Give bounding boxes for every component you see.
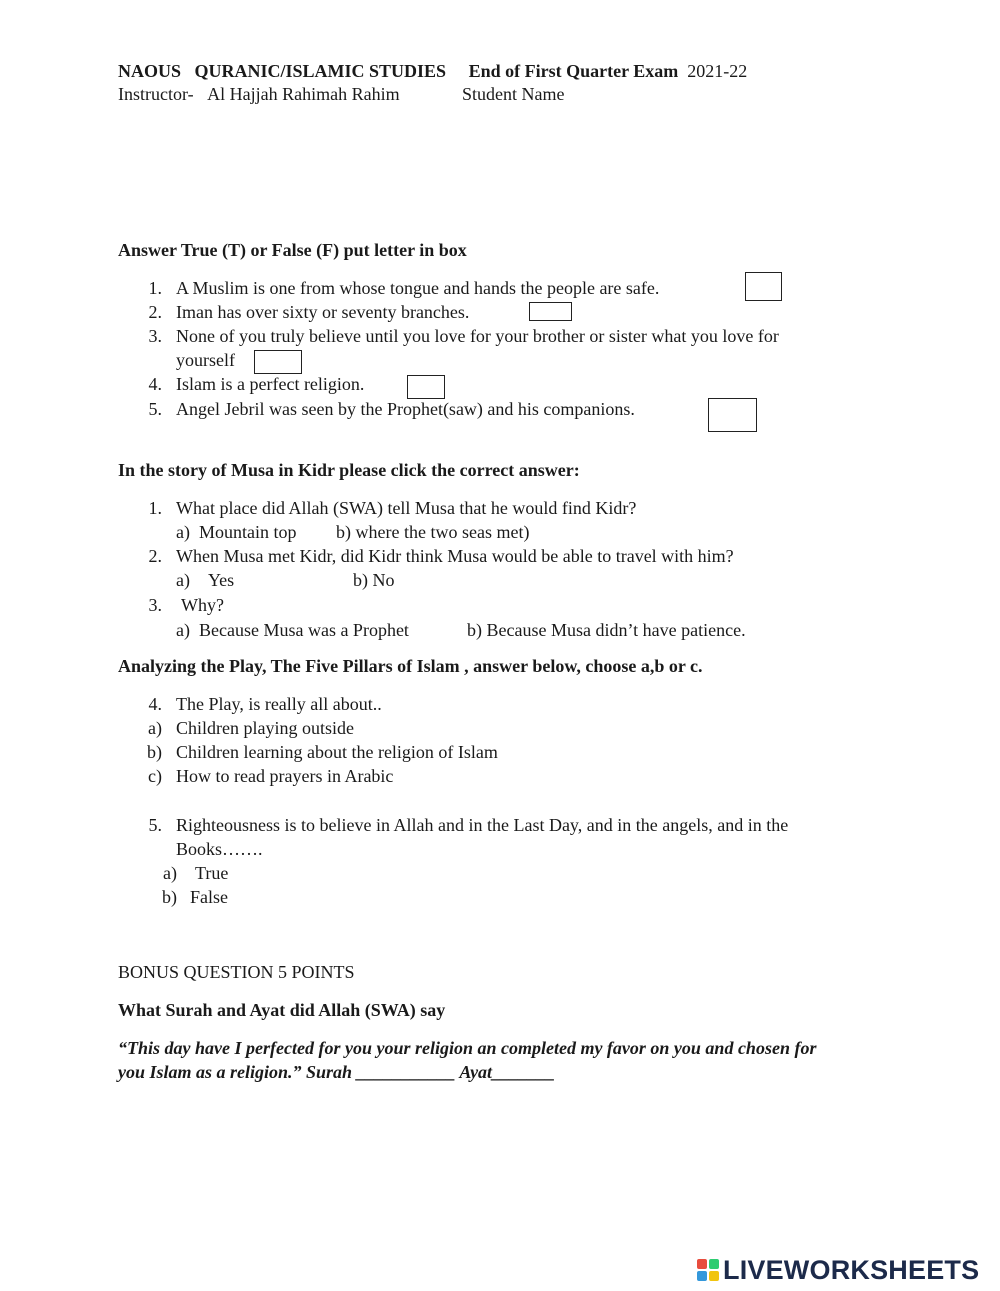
bonus-quote-line1: “This day have I perfected for you your religion an completed my favor on you and chosen for [118, 1038, 817, 1058]
answer-box[interactable] [708, 398, 757, 432]
option-letter: a) [163, 863, 177, 883]
option-text: Mountain top [198, 522, 297, 542]
bonus-question: What Surah and Ayat did Allah (SWA) say [118, 1000, 446, 1020]
option-letter: a) [176, 522, 190, 542]
item-number: 5. [148, 399, 162, 419]
instructor-name: Al Hajjah Rahimah Rahim [207, 84, 400, 104]
question-number: 5. [148, 815, 162, 835]
answer-option[interactable]: True [195, 863, 229, 883]
section2-heading: In the story of Musa in Kidr please click the correct answer: [118, 460, 580, 480]
instructor-label: Instructor- [118, 84, 194, 104]
tf-statement: Iman has over sixty or seventy branches. [176, 302, 470, 322]
option-letter: c) [148, 766, 162, 786]
answer-option[interactable]: Children learning about the religion of Islam [176, 742, 498, 762]
question-number: 3. [148, 595, 162, 615]
tf-statement: None of you truly believe until you love for your brother or sister what you love for [176, 326, 779, 346]
item-number: 2. [148, 302, 162, 322]
question-number: 2. [148, 546, 162, 566]
subject-name: QURANIC/ISLAMIC STUDIES [194, 61, 447, 81]
option-text: Yes [207, 570, 235, 590]
answer-option[interactable] [176, 568, 234, 592]
liveworksheets-icon [697, 1259, 719, 1281]
option-text: Because Musa didn’t have patience. [486, 620, 746, 640]
answer-option[interactable] [467, 618, 746, 642]
option-text: No [372, 570, 395, 590]
school-name: NAOUS [118, 61, 182, 81]
bonus-quote-line2: you Islam as a religion.” Surah ___________ Ayat_______ [118, 1062, 556, 1082]
item-number: 4. [148, 374, 162, 394]
question-number: 4. [148, 694, 162, 714]
tf-statement-continued: yourself [176, 350, 235, 370]
answer-option[interactable]: How to read prayers in Arabic [176, 766, 394, 786]
bonus-title: BONUS QUESTION 5 POINTS [118, 962, 355, 982]
answer-option[interactable] [176, 520, 296, 544]
option-letter: a) [176, 570, 190, 590]
brand-name: LIVEWORKSHEETS [723, 1254, 980, 1285]
section3-heading: Analyzing the Play, The Five Pillars of Islam , answer below, choose a,b or c. [118, 656, 703, 676]
answer-box[interactable] [529, 302, 572, 321]
answer-box[interactable] [407, 375, 445, 399]
question-number: 1. [148, 498, 162, 518]
answer-option[interactable] [336, 520, 529, 544]
option-letter: b) [147, 742, 162, 762]
option-letter: b) [467, 620, 482, 640]
instructor-line [118, 82, 400, 106]
tf-statement: Angel Jebril was seen by the Prophet(saw) and his companions. [176, 399, 635, 419]
tf-statement: Islam is a perfect religion. [176, 374, 365, 394]
section1-heading: Answer True (T) or False (F) put letter in box [118, 240, 467, 260]
item-number: 1. [148, 278, 162, 298]
option-letter: b) [162, 887, 177, 907]
liveworksheets-logo [697, 1255, 979, 1285]
student-name-label: Student Name [462, 84, 565, 104]
question-text: Righteousness is to believe in Allah and in the Last Day, and in the angels, and in the [176, 815, 789, 835]
question-text: Why? [181, 595, 224, 615]
answer-box[interactable] [745, 272, 782, 301]
answer-option[interactable] [176, 618, 409, 642]
option-text: where the two seas met) [355, 522, 530, 542]
answer-option[interactable] [353, 568, 395, 592]
question-text: The Play, is really all about.. [176, 694, 382, 714]
exam-title [118, 59, 747, 83]
exam-name: End of First Quarter Exam [468, 61, 679, 81]
option-letter: a) [148, 718, 162, 738]
exam-year: 2021-22 [687, 61, 748, 81]
option-letter: a) [176, 620, 190, 640]
option-text: Because Musa was a Prophet [198, 620, 409, 640]
answer-box[interactable] [254, 350, 302, 374]
tf-statement: A Muslim is one from whose tongue and hands the people are safe. [176, 278, 660, 298]
item-number: 3. [148, 326, 162, 346]
question-text-continued: Books……. [176, 839, 263, 859]
option-letter: b) [353, 570, 368, 590]
option-letter: b) [336, 522, 351, 542]
answer-option[interactable]: Children playing outside [176, 718, 354, 738]
question-text: When Musa met Kidr, did Kidr think Musa would be able to travel with him? [176, 546, 734, 566]
answer-option[interactable]: False [190, 887, 228, 907]
question-text: What place did Allah (SWA) tell Musa that he would find Kidr? [176, 498, 637, 518]
